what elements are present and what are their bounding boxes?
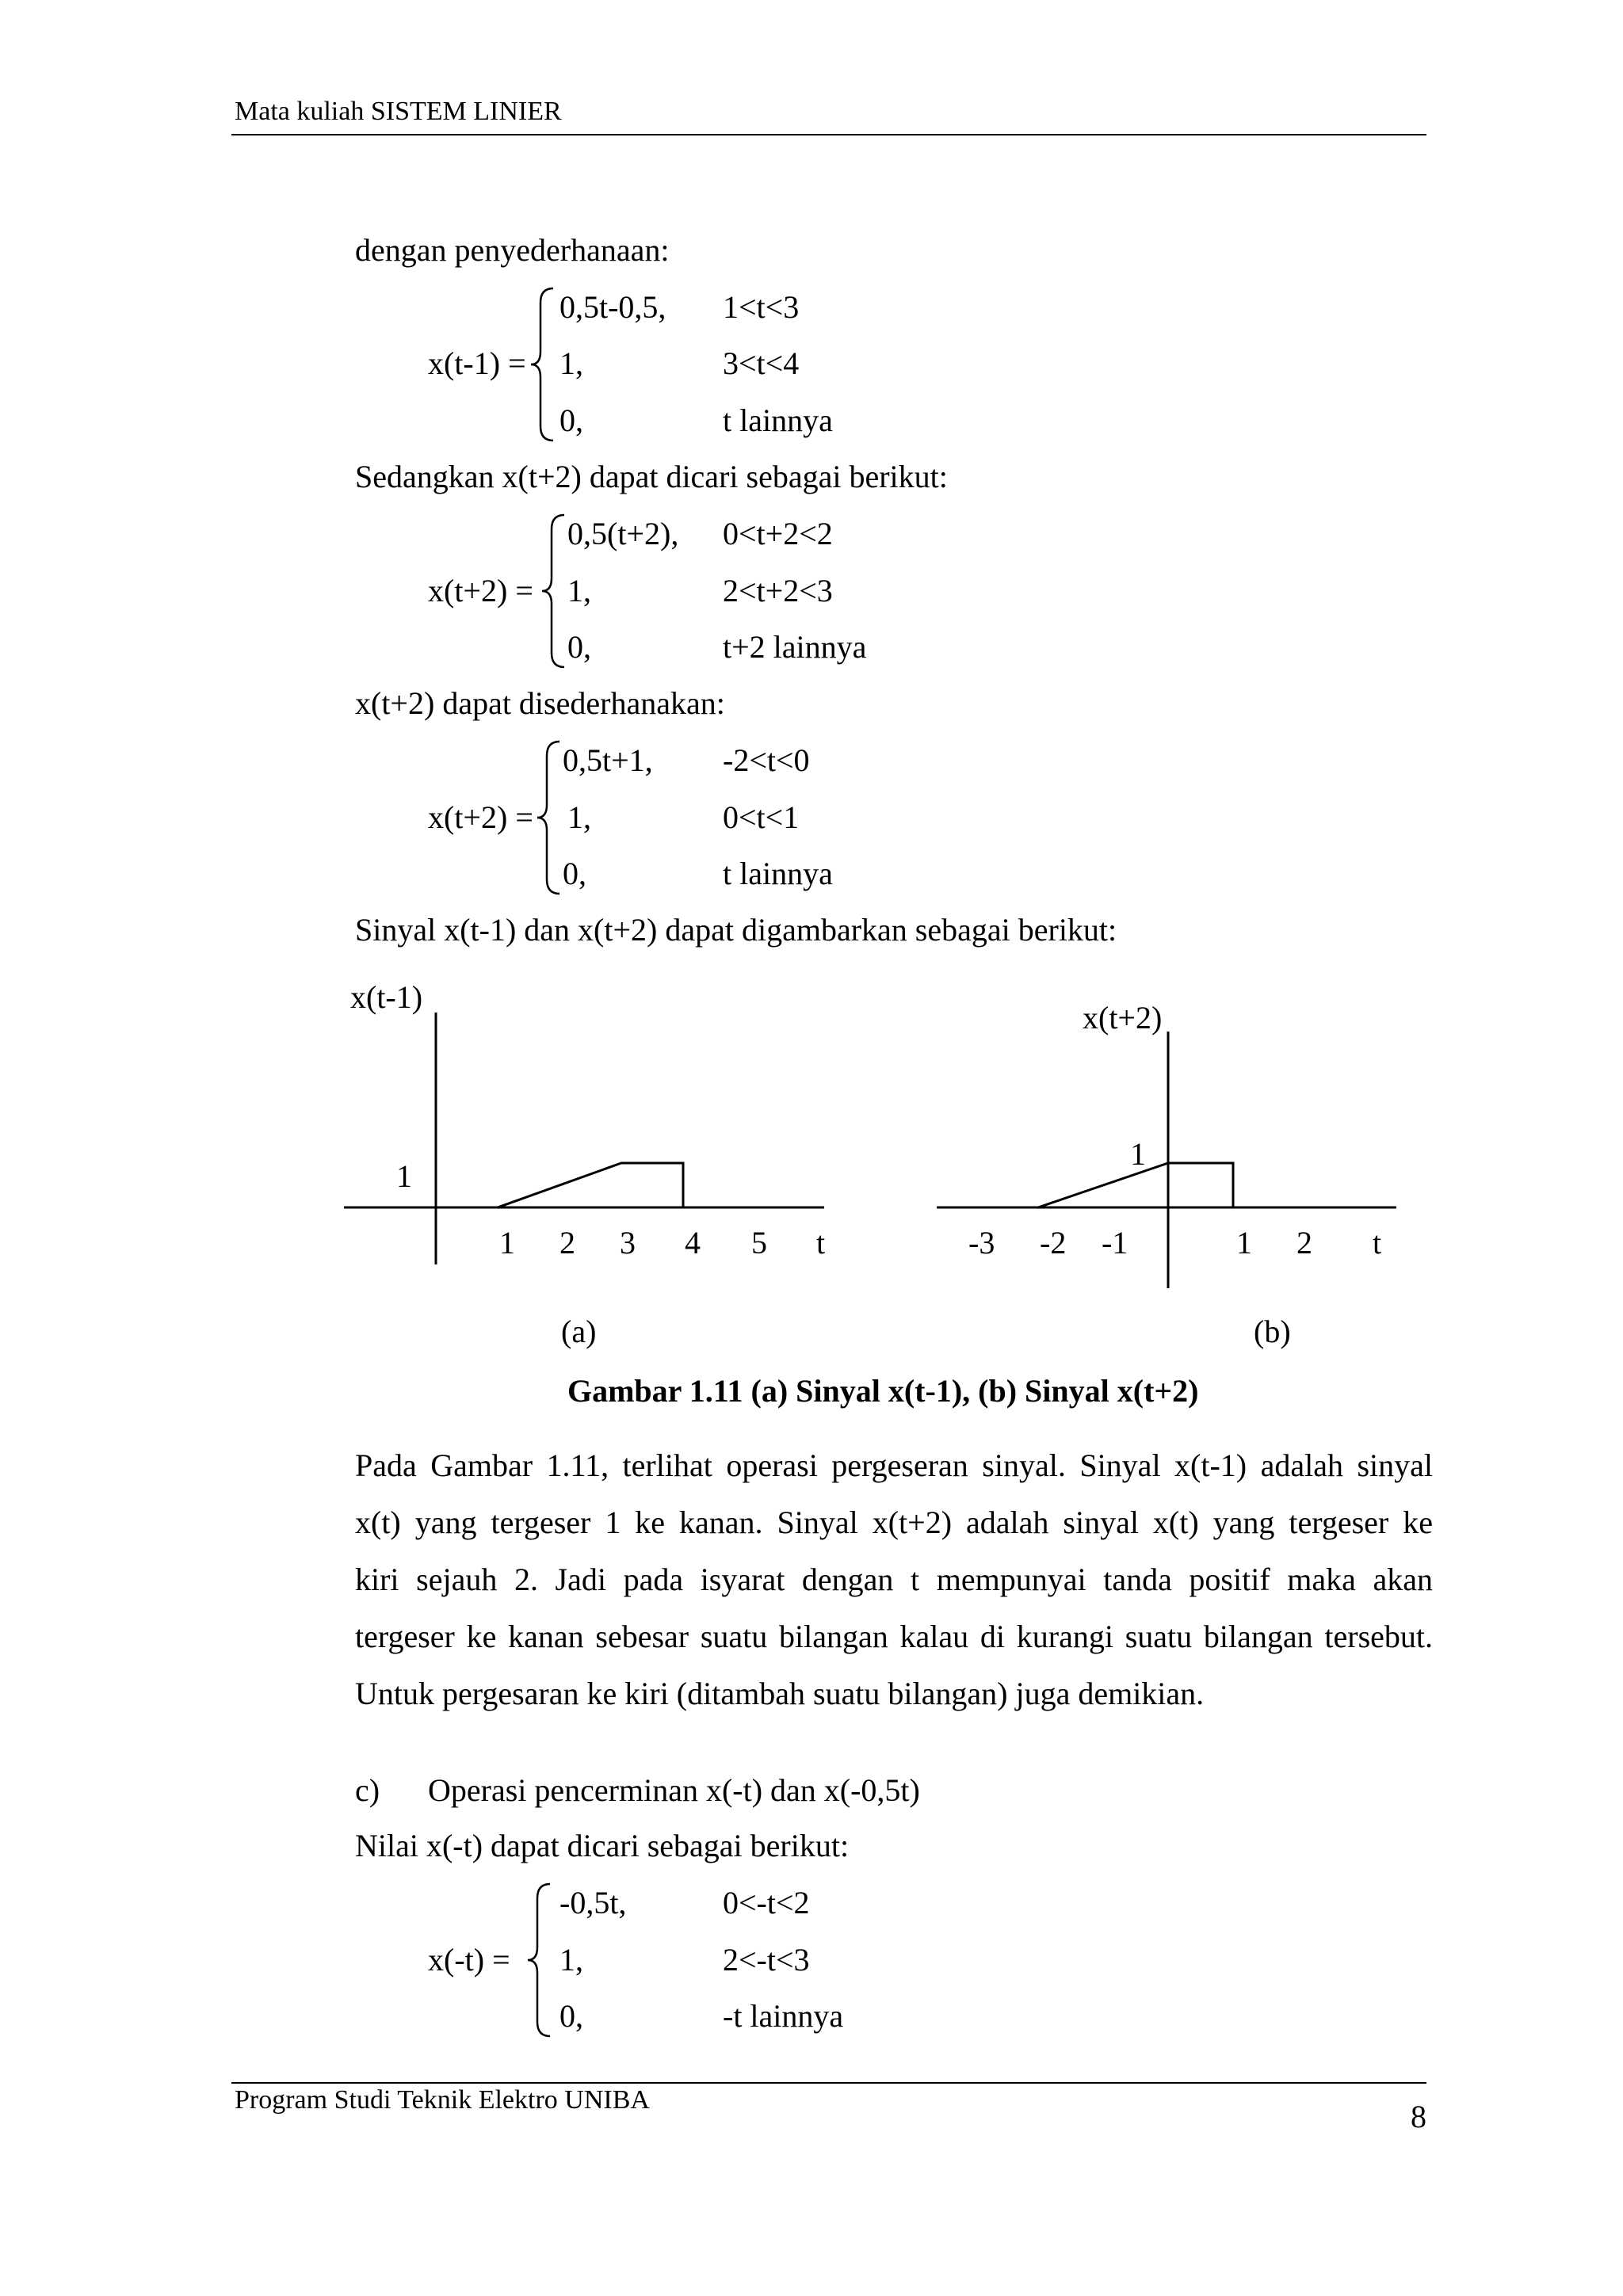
panel-label: (b): [1254, 1314, 1291, 1349]
equation-row-expr: 0,: [559, 1998, 583, 2034]
paragraph-line: x(t) yang tergeser 1 ke kanan. Sinyal x(t+2) adalah sinyal x(t) yang tergeser ke: [355, 1505, 1433, 1540]
footer-divider: [231, 2082, 1426, 2084]
header-title: Mata kuliah SISTEM LINIER: [235, 97, 562, 126]
left-brace-icon: [526, 1881, 558, 2039]
paragraph-line: Pada Gambar 1.11, terlihat operasi pergeseran sinyal. Sinyal x(t-1) adalah sinyal: [355, 1447, 1433, 1483]
figure-caption: Gambar 1.11 (a) Sinyal x(t-1), (b) Sinyal x(t+2): [567, 1373, 1199, 1409]
equation-row-condition: 2<t+2<3: [723, 573, 833, 608]
equation-row-expr: 0,: [559, 402, 583, 438]
equation-lhs: x(t+2) =: [428, 573, 533, 608]
x-tick-label: 3: [620, 1225, 636, 1261]
equation-row-expr: 1,: [567, 799, 591, 835]
equation-row-expr: 0,: [563, 856, 586, 891]
panel-label: (a): [561, 1314, 597, 1349]
x-tick-label: -3: [968, 1225, 995, 1261]
x-tick-label: 1: [499, 1225, 515, 1261]
equation-row-expr: 0,5t-0,5,: [559, 289, 666, 325]
footer-program: Program Studi Teknik Elektro UNIBA: [235, 2085, 650, 2115]
equation-row-condition: t lainnya: [723, 402, 833, 438]
section-c-title: Operasi pencerminan x(-t) dan x(-0,5t): [428, 1772, 920, 1808]
equation-row-expr: 1,: [559, 1942, 583, 1978]
equation-row-expr: 0,: [567, 629, 591, 665]
equation-row-condition: t+2 lainnya: [723, 629, 867, 665]
equation-row-condition: 0<t<1: [723, 799, 800, 835]
x-tick-label: 1: [1236, 1225, 1252, 1261]
page-number: 8: [1411, 2099, 1426, 2134]
panel-a: [344, 979, 825, 1349]
equation-row-expr: 0,5(t+2),: [567, 516, 679, 551]
equation-row-condition: 1<t<3: [723, 289, 800, 325]
paragraph-line: tergeser ke kanan sebesar suatu bilangan kalau di kurangi suatu bilangan tersebut.: [355, 1619, 1433, 1654]
intro-shift-text: Sedangkan x(t+2) dapat dicari sebagai berikut:: [355, 459, 948, 494]
equation-row-condition: t lainnya: [723, 856, 833, 891]
x-tick-label: 2: [1296, 1225, 1312, 1261]
y-tick-label: 1: [396, 1158, 412, 1194]
intro-mirror-text: Nilai x(-t) dapat dicari sebagai berikut:: [355, 1828, 850, 1863]
y-axis-label: x(t-1): [350, 979, 423, 1015]
signal-line: [498, 1163, 683, 1207]
x-tick-label: -2: [1040, 1225, 1067, 1261]
equation-row-expr: 1,: [559, 345, 583, 381]
equation-row-condition: -2<t<0: [723, 742, 810, 778]
equation-row-condition: 0<-t<2: [723, 1885, 810, 1920]
intro-plot-text: Sinyal x(t-1) dan x(t+2) dapat digambarkan sebagai berikut:: [355, 912, 1117, 948]
y-axis-label: x(t+2): [1083, 1000, 1163, 1035]
paragraph: [355, 1437, 1433, 1722]
equation-lhs: x(t+2) =: [428, 799, 533, 835]
x-tick-label: 2: [559, 1225, 575, 1261]
intro-simplify-text: dengan penyederhanaan:: [355, 232, 670, 268]
x-tick-label: 4: [685, 1225, 701, 1261]
equation-row-condition: 0<t+2<2: [723, 516, 833, 551]
equation-row-expr: 0,5t+1,: [563, 742, 653, 778]
equation-row-condition: 2<-t<3: [723, 1942, 810, 1978]
section-c-label: c): [355, 1772, 380, 1808]
equation-row-condition: 3<t<4: [723, 345, 800, 381]
x-axis-label: t: [1373, 1225, 1382, 1261]
x-tick-label: -1: [1102, 1225, 1128, 1261]
equation-row-expr: 1,: [567, 573, 591, 608]
intro-simplify2-text: x(t+2) dapat disederhanakan:: [355, 685, 725, 721]
equation-lhs: x(-t) =: [428, 1942, 510, 1978]
equation-row-expr: -0,5t,: [559, 1885, 627, 1920]
paragraph-line: kiri sejauh 2. Jadi pada isyarat dengan t mempunyai tanda positif maka akan: [355, 1562, 1433, 1597]
panel-b: [937, 1000, 1396, 1349]
paragraph-line: Untuk pergesaran ke kiri (ditambah suatu bilangan) juga demikian.: [355, 1676, 1205, 1711]
x-axis-label: t: [816, 1225, 826, 1261]
equation-row-condition: -t lainnya: [723, 1998, 844, 2034]
equation-lhs: x(t-1) =: [428, 345, 526, 381]
y-tick-label: 1: [1130, 1136, 1146, 1172]
x-tick-label: 5: [751, 1225, 767, 1261]
